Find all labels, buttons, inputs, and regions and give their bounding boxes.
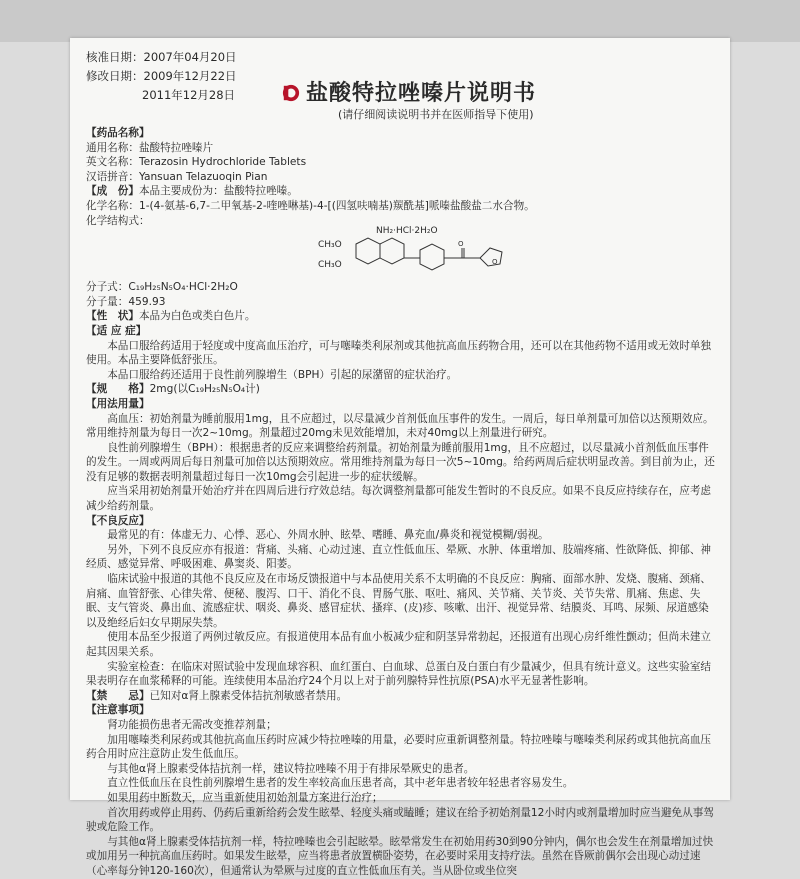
document-subtitle: (请仔细阅读说明书并在医师指导下使用): [338, 108, 534, 121]
cautions-paragraph-4: 直立性低血压在良性前列腺增生患者的发生率较高血压患者高，其中老年患者较年轻患者容易发生。: [107, 777, 574, 790]
revision-dates: [86, 48, 237, 105]
section-description: 【性 状】: [86, 310, 139, 323]
usage-paragraph: 高血压：初始剂量为睡前服用1mg，且不应超过，以尽量减少首剂低血压事件的发生。一周后，每日单剂量可加倍以达预期效应。常用维持剂量为每日一次2~10mg。剂量超过20mg未见效能增加，未对40mg以上剂量进行研究。: [86, 412, 714, 440]
structure-label: 化学结构式：: [86, 214, 150, 227]
adverse-paragraph-4: 使用本品至少报道了两例过敏反应。有报道使用本品有血小板减少症和阴茎异常勃起，还报道有出现心房纤维性颤动；但尚未建立起其因果关系。: [86, 631, 712, 658]
section-spec: 【规 格】: [86, 383, 150, 396]
chemical-name: 化学名称：1-(4-氨基-6,7-二甲氧基-2-喹唑啉基)-4-[(四氢呋喃基)羰酰基]哌嗪盐酸盐二水合物。: [86, 199, 535, 212]
leaflet-content: [86, 126, 718, 879]
contraindications-text: 已知对α肾上腺素受体拮抗剂敏感者禁用。: [149, 689, 348, 702]
section-cautions: 【注意事项】: [86, 704, 150, 717]
section-indications: 【适 应 症】: [86, 324, 147, 337]
generic-name: 通用名称：盐酸特拉唑嗪片: [86, 141, 214, 154]
structure-diagram-icon: [344, 234, 564, 282]
adverse-paragraph-5: 实验室检查：在临床对照试验中发现血球容积、血红蛋白、白血球、总蛋白及白蛋白有少量减少，但具有统计意义。这些实验室结果表明存在血浆稀释的可能。连续使用本品治疗24个月以上对于前列腺特异性抗原(PSA)水平无显著性影响。: [86, 660, 712, 688]
cautions-paragraph-6: 首次用药或停止用药、仍药后重新给药会发生眩晕、轻度头痛或瞌睡；建议在给予初始剂量12小时内或剂量增加时应当避免从事驾驶或危险工作。: [86, 806, 714, 834]
cautions-paragraph-5: 如果用药中断数天，应当重新使用初始剂量方案进行治疗；: [107, 791, 383, 804]
description-text: 本品为白色或类白色片。: [138, 310, 256, 323]
indications-paragraph-2: 本品口服给药还适用于良性前列腺增生（BPH）引起的尿潴留的症状治疗。: [107, 368, 458, 381]
chemical-structure: [86, 228, 718, 280]
section-drug-name: 【药品名称】: [86, 127, 150, 139]
indications-paragraph: 本品口服给药适用于轻度或中度高血压治疗，可与噻嗪类利尿剂或其他抗高血压药物合用，还可以在其他药物不适用或无效时单独使用。本品主要降低舒张压。: [86, 339, 712, 367]
section-ingredients: 【成 份】: [86, 185, 139, 198]
leaflet-page: [70, 38, 730, 877]
revise-date: 修改日期：2009年12月22日: [86, 69, 237, 83]
svg-text:O: O: [458, 240, 464, 249]
section-adverse: 【不良反应】: [86, 514, 150, 527]
approve-date: 核准日期：2007年04月20日: [86, 50, 237, 64]
cautions-paragraph-3: 与其他α肾上腺素受体拮抗剂一样，建议特拉唑嗪不用于有排尿晕厥史的患者。: [107, 762, 475, 775]
adverse-paragraph-2: 另外，下列不良反应亦有报道：背痛、头痛、心动过速、直立性低血压、晕厥、水肿、体重增加、肢端疼痛、性欲降低、抑郁、神经质、感觉异常、呼吸困难、鼻窦炎、阳萎。: [86, 543, 712, 571]
pinyin-name: 汉语拼音：Yansuan Telazuoqin Pian: [86, 170, 268, 183]
main-ingredient: 本品主要成份为：盐酸特拉唑嗪。: [138, 185, 298, 198]
usage-paragraph-3: 应当采用初始剂量开始治疗并在四周后进行疗效总结。每次调整剂量都可能发生暂时的不良反应。如果不良反应持续存在，应考虑减少给药剂量。: [86, 485, 712, 513]
molecular-formula: 分子式：C₁₉H₂₅N₅O₄·HCl·2H₂O: [86, 281, 238, 294]
adverse-paragraph-3: 临床试验中报道的其他不良反应及在市场反馈报道中与本品使用关系不太明确的不良反应：胸痛、面部水肿、发烧、腹痛、颈痛、肩痛、血管舒张、心律失常、便秘、腹泻、口干、消化不良、胃肠气胀、呕吐、痛风、关节痛、关节炎、关节失常、肌痛、焦虑、失眠、支气管炎、鼻出血、流感症状、咽炎、鼻炎、感冒症状、搔痒、(皮)疹、咳嗽、出汗、视觉异常、结膜炎、耳鸣、尿频、尿道感染以及绝经后妇女早期尿失禁。: [86, 573, 712, 629]
cautions-paragraph: 肾功能损伤患者无需改变推荐剂量；: [107, 718, 277, 731]
structure-ch3o-label-2: CH₃O: [318, 260, 342, 271]
structure-top-label: NH₂·HCl·2H₂O: [376, 226, 438, 237]
cautions-paragraph-7: 与其他α肾上腺素受体拮抗剂一样，特拉唑嗪也会引起眩晕。眩晕常发生在初始用药30到90分钟内，偶尔也会发生在剂量增加过快或加用另一种抗高血压药时。如果发生眩晕，应当将患者放置横卧姿势，在必要时采用支持疗法。虽然在昏厥前偶尔会出现心动过速（心率每分钟120-160次），但通常认为晕厥与过度的直立性低血压有关。当从卧位或坐位突: [86, 835, 714, 877]
section-contraindications: 【禁 忌】: [86, 689, 150, 702]
svg-text:O: O: [492, 258, 498, 267]
document-title: 盐酸特拉唑嗪片说明书: [306, 81, 537, 106]
spec-text: 2mg(以C₁₉H₂₅N₅O₄计): [149, 383, 260, 396]
molecular-weight: 分子量：459.93: [86, 295, 166, 308]
section-usage: 【用法用量】: [86, 397, 150, 410]
english-name: 英文名称：Terazosin Hydrochloride Tablets: [86, 156, 307, 169]
usage-paragraph-2: 良性前列腺增生（BPH）：根据患者的反应来调整给药剂量。初始剂量为睡前服用1mg，且不应超过，以尽量减小首剂低血压事件的发生。一周或两周后每日剂量可加倍以达预期效应。常用维持剂量为每日一次5~10mg。给药两周后症状明显改善。到目前为止，还没有足够的数据表明剂量超过每日一次10mg会引起进一步的症状缓解。: [86, 441, 715, 483]
company-logo-icon: [282, 84, 300, 102]
revise-date-2: 2011年12月28日: [142, 88, 236, 102]
cautions-paragraph-2: 加用噻嗪类利尿药或其他抗高血压药时应减少特拉唑嗪的用量，必要时应重新调整剂量。特拉唑嗪与噻嗪类利尿药或其他抗高血压药合用时应注意防止发生低血压。: [86, 733, 712, 761]
background-strip: [0, 0, 800, 42]
structure-ch3o-label: CH₃O: [318, 240, 342, 251]
adverse-paragraph: 最常见的有：体虚无力、心悸、恶心、外周水肿、眩晕、嗜睡、鼻充血/鼻炎和视觉模糊/弱视。: [107, 529, 549, 542]
